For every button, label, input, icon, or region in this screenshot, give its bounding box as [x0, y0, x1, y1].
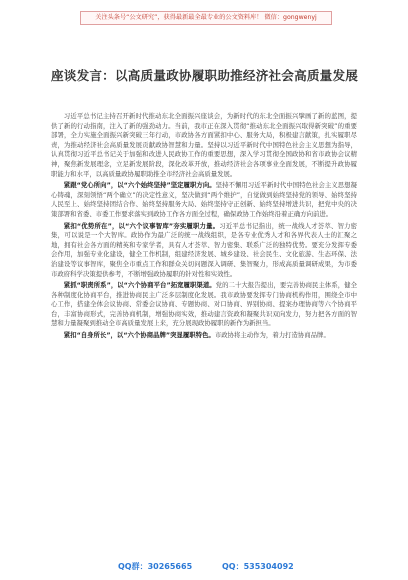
promo-banner: 关注头条号“公文研究”，获得最新最全最专业的公文资料库！ 微信：gongwenyj — [80, 11, 332, 25]
paragraph — [51, 112, 357, 179]
paragraph — [51, 181, 357, 219]
paragraph-lead: 紧跟“党心所向”，以“六个始终坚持”坚定履职方向。 — [63, 181, 216, 190]
page-title: 座谈发言：以高质量政协履职助推经济社会高质量发展 — [51, 68, 359, 83]
paragraph — [51, 331, 357, 341]
contact-footer — [0, 560, 408, 574]
paragraph-lead: 紧抓“职责所系”，以“六个协商平台”拓宽履职渠道。 — [63, 281, 216, 290]
paragraph-text: 党的二十大报告提出，要完善协商民主体系，健全各种制度化协商平台，推进协商民主广泛多层制度化发展。我市政协要发挥专门协商机构作用，围绕全市中心工作，搭建全体会议协商、常委会议协商、专题协商、对口协商、界别协商、提案办理协商等六个协商平台，丰富协商形式，完善协商机制，增强协商实效，推动建言资政和凝聚共识双向发力，努力把各方面的智慧和力量凝聚到推动全市高质量发展上来，充分展现政协履职的新作为新担当。 — [51, 281, 357, 328]
paragraph-lead: 紧扣“自身所长”，以“六个协商品牌”突显履职特色。 — [63, 331, 215, 340]
paragraph-text: 习近平总书记主持召开新时代推动东北全面振兴座谈会，为新时代的东北全面振兴擘画了新的蓝图，提供了新的行动指南，注入了新的强劲动力。当前，我市正在深入贯彻“推动东北全面振兴取得新突破”的重要部署，全力实施全面振兴新突破三年行动，市政协各方面紧扣中心、服务大局，积极建言献策，扎实履职尽责，为推动经济社会高质量发展贡献政协智慧和力量。坚持以习近平新时代中国特色社会主义思想为指导，认真贯彻习近平总书记关于加强和改进人民政协工作的重要思想，深入学习贯彻全国政协和省市政协会议精神，聚焦新发展理念，立足新发展阶段，深化改革开放，推动经济社会各项事业全面发展，不断提升政协履职能力和水平，以高质量政协履职助推全市经济社会高质量发展。 — [51, 112, 357, 178]
paragraph-text: 习近平总书记指出，统一战线人才荟萃、智力密集，可以说是一个大智库。政协作为最广泛的统一战线组织，是各专业优秀人才和各界代表人士的汇聚之地，拥有社会各方面的精英和专家学者，具有人才荟萃、智力密集、联系广泛的独特优势。要充分发挥专委会作用，加强专业化建设，健全工作机制，组建经济发展、城乡建设、社会民生、文化旅游、生态环保、法治建设等议事智库，聚焦全市重点工作和群众关切问题深入调研、集智聚力，形成高质量调研成果，为市委市政府科学决策提供参考，不断增强政协履职的针对性和实效性。 — [51, 221, 357, 278]
paragraph-text: 市政协将主动作为，着力打造协商品牌。 — [214, 331, 330, 340]
paragraph — [51, 222, 357, 280]
paragraph-text: 坚持不懈用习近平新时代中国特色社会主义思想凝心铸魂，深刻领悟“两个确立”的决定性意义，坚决做到“两个维护”，自觉做到始终坚持党的领导、始终坚持人民至上、始终坚持团结合作、始终坚持服务大局、始终坚持守正创新、始终坚持增进共识，把党中央的决策部署和省委、市委工作要求落实到政协工作各方面全过程，确保政协工作始终沿着正确方向前进。 — [51, 181, 357, 218]
paragraph — [51, 281, 357, 329]
paragraph-lead: 紧扣“优势所在”，以“六个议事智库”夯实履职力量。 — [63, 221, 220, 230]
qq-group-number: QQ群：30265665 — [118, 562, 193, 571]
qq-number: QQ：535304092 — [222, 562, 294, 571]
article-body — [51, 112, 357, 552]
